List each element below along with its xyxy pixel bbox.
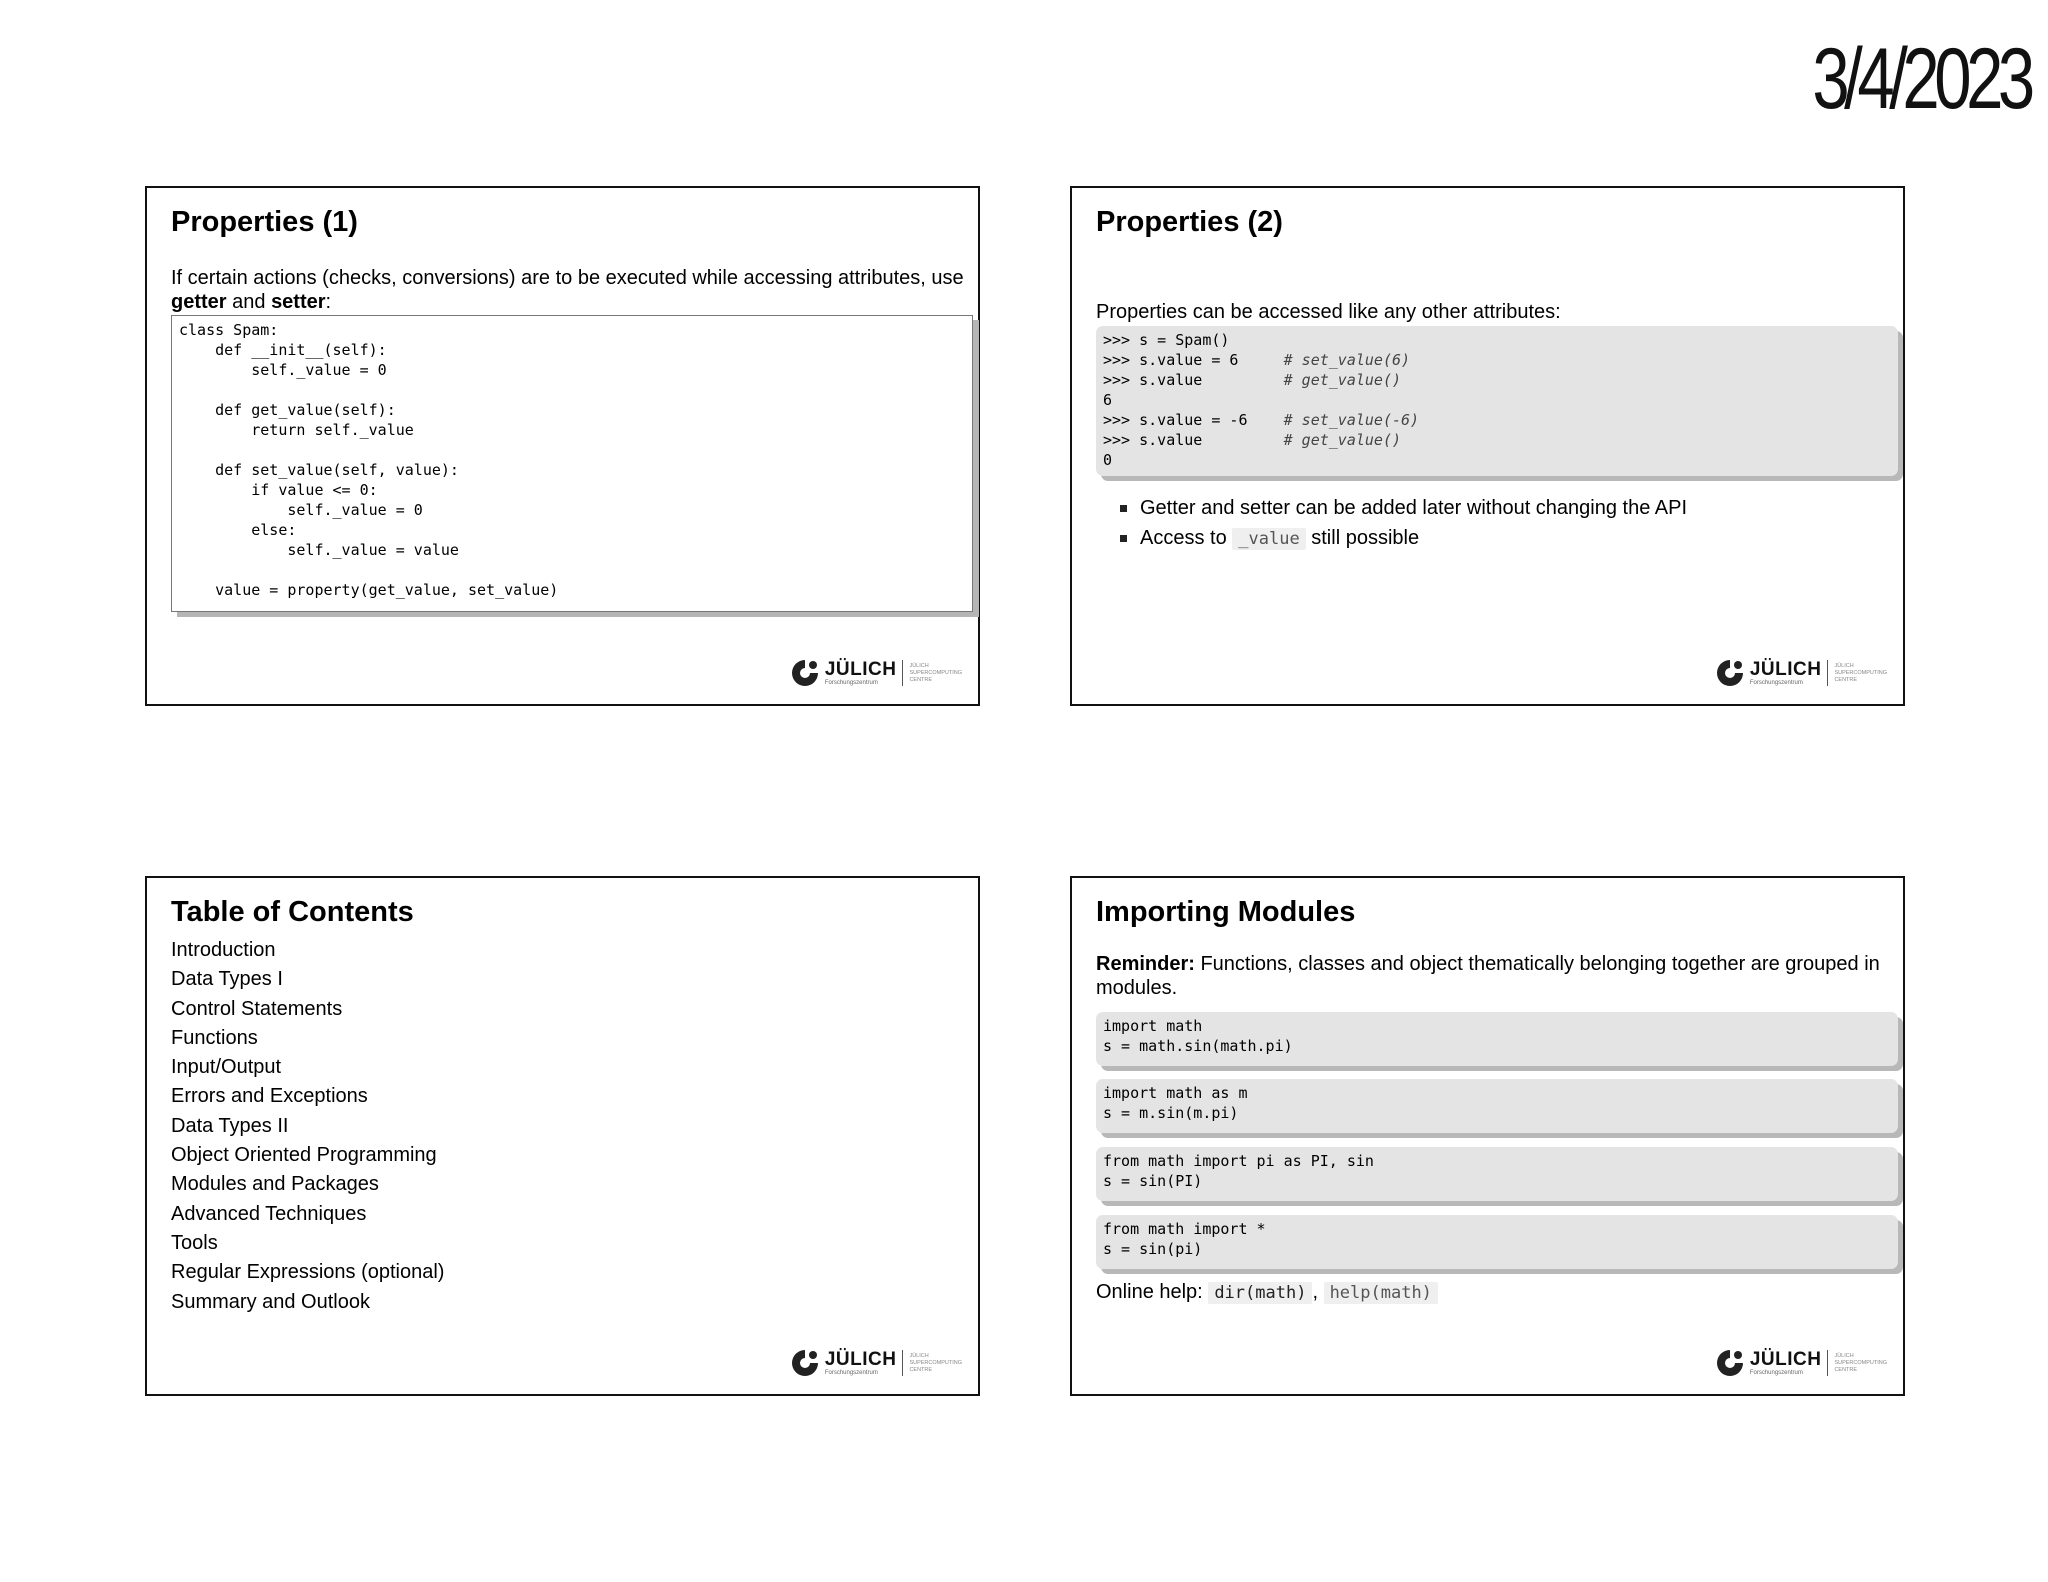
code-block	[171, 315, 973, 612]
code-line: from math import pi as PI, sin	[1103, 1152, 1374, 1170]
toc-item: Object Oriented Programming	[171, 1144, 437, 1167]
online-help	[1096, 1280, 1438, 1305]
slide-intro: Properties can be accessed like any other attributes:	[1096, 301, 1561, 323]
julich-logo	[1715, 1346, 1887, 1380]
slide-title: Properties (2)	[1096, 206, 1283, 238]
toc-item: Data Types I	[171, 968, 283, 991]
logo-org: Forschungszentrum	[1749, 679, 1803, 686]
slide-intro	[1096, 952, 1886, 1000]
code-line: return self._value	[179, 421, 414, 439]
code-line: s = math.sin(math.pi)	[1103, 1037, 1293, 1055]
toc-item: Modules and Packages	[171, 1173, 379, 1196]
code-line: import math as m	[1103, 1084, 1248, 1102]
logo-sub-3: CENTRE	[1834, 1366, 1858, 1373]
reminder-label: Reminder:	[1096, 953, 1195, 975]
code-listing	[1103, 330, 1891, 470]
code-listing	[1103, 1016, 1891, 1056]
slide-intro	[171, 266, 971, 314]
intro-getter: getter	[171, 291, 227, 313]
slide-properties-1	[145, 186, 980, 706]
logo-sub-3: CENTRE	[909, 676, 933, 683]
code-block	[1096, 1215, 1898, 1269]
code-line: >>> s.value	[1103, 371, 1284, 389]
julich-logo	[790, 1346, 962, 1380]
toc-item: Regular Expressions (optional)	[171, 1261, 445, 1284]
inline-code: _value	[1232, 528, 1305, 550]
bullet-item	[1120, 524, 1687, 554]
code-line: def set_value(self, value):	[179, 461, 459, 479]
code-listing	[1103, 1219, 1891, 1259]
slide-properties-2	[1070, 186, 1905, 706]
bullet-list	[1120, 494, 1687, 554]
logo-sub-1: JÜLICH	[909, 662, 929, 669]
code-line: >>> s.value = 6	[1103, 351, 1284, 369]
code-line: from math import *	[1103, 1220, 1266, 1238]
logo-sub-2: SUPERCOMPUTING	[1834, 669, 1887, 676]
logo-sub-1: JÜLICH	[1834, 1352, 1854, 1359]
code-listing	[1103, 1151, 1891, 1191]
code-block	[1096, 326, 1898, 476]
toc-item: Data Types II	[171, 1114, 289, 1137]
intro-and: and	[226, 291, 272, 313]
logo-name: JÜLICH	[824, 658, 897, 680]
julich-logo	[1715, 656, 1887, 690]
code-line: import math	[1103, 1017, 1203, 1035]
toc-item: Input/Output	[171, 1056, 282, 1079]
slide-title: Table of Contents	[171, 896, 414, 928]
logo-sub-3: CENTRE	[1834, 676, 1858, 683]
code-line: 6	[1103, 391, 1113, 409]
slide-title: Importing Modules	[1096, 896, 1356, 928]
code-line: 0	[1103, 451, 1113, 469]
logo-sub-2: SUPERCOMPUTING	[909, 669, 962, 676]
code-line: s = m.sin(m.pi)	[1103, 1104, 1239, 1122]
inline-code: help(math)	[1324, 1282, 1438, 1304]
code-comment: # get_value()	[1283, 371, 1402, 389]
code-comment: # get_value()	[1283, 431, 1402, 449]
inline-code: dir(math)	[1208, 1282, 1312, 1304]
code-comment: # set_value(6)	[1283, 351, 1411, 369]
toc-item: Tools	[171, 1231, 218, 1254]
code-block	[1096, 1147, 1898, 1201]
julich-logo-icon	[1715, 1348, 1745, 1378]
code-line: >>> s.value	[1103, 431, 1284, 449]
intro-setter: setter	[271, 291, 326, 313]
code-line: >>> s = Spam()	[1103, 331, 1230, 349]
julich-logo-icon	[1715, 658, 1745, 688]
code-line: self._value = 0	[179, 501, 423, 519]
intro-colon: :	[325, 291, 332, 313]
code-line: >>> s.value = -6	[1103, 411, 1284, 429]
code-line: s = sin(pi)	[1103, 1240, 1203, 1258]
toc-item: Summary and Outlook	[171, 1290, 370, 1313]
code-line: self._value = value	[179, 541, 459, 559]
logo-sub-2: SUPERCOMPUTING	[909, 1359, 962, 1366]
code-listing	[1103, 1083, 1891, 1123]
code-listing	[179, 320, 965, 600]
bullet-item: Getter and setter can be added later without changing the API	[1120, 494, 1687, 524]
code-line: else:	[179, 521, 297, 539]
help-label: Online help:	[1096, 1281, 1203, 1303]
logo-sub-2: SUPERCOMPUTING	[1834, 1359, 1887, 1366]
code-line: if value <= 0:	[179, 481, 378, 499]
code-block	[1096, 1012, 1898, 1066]
toc-item: Errors and Exceptions	[171, 1085, 368, 1108]
reminder-text: Functions, classes and object thematically belonging together are grouped in modules.	[1096, 953, 1880, 999]
logo-name: JÜLICH	[1749, 658, 1822, 680]
code-line: class Spam:	[179, 321, 279, 339]
julich-logo-icon	[790, 658, 820, 688]
logo-name: JÜLICH	[1749, 1348, 1822, 1370]
slide-table-of-contents	[145, 876, 980, 1396]
logo-org: Forschungszentrum	[824, 679, 878, 686]
code-comment: # set_value(-6)	[1283, 411, 1420, 429]
logo-sub-3: CENTRE	[909, 1366, 933, 1373]
code-block	[1096, 1079, 1898, 1133]
toc-list	[171, 936, 444, 1317]
intro-text: If certain actions (checks, conversions) are to be executed while accessing attributes, use	[171, 267, 964, 289]
date-stamp: 3/4/2023	[1812, 31, 2030, 127]
code-line: s = sin(PI)	[1103, 1172, 1203, 1190]
code-line: value = property(get_value, set_value)	[179, 581, 559, 599]
slide-importing-modules	[1070, 876, 1905, 1396]
help-separator: ,	[1312, 1281, 1318, 1303]
logo-org: Forschungszentrum	[824, 1369, 878, 1376]
logo-org: Forschungszentrum	[1749, 1369, 1803, 1376]
julich-logo	[790, 656, 962, 690]
bullet-text: Access to	[1140, 527, 1227, 549]
toc-item: Control Statements	[171, 997, 343, 1020]
bullet-text: still possible	[1311, 527, 1420, 549]
toc-item: Introduction	[171, 939, 276, 961]
toc-item: Functions	[171, 1026, 258, 1049]
toc-item: Advanced Techniques	[171, 1202, 367, 1225]
logo-sub-1: JÜLICH	[1834, 662, 1854, 669]
code-line: self._value = 0	[179, 361, 387, 379]
logo-name: JÜLICH	[824, 1348, 897, 1370]
code-line: def __init__(self):	[179, 341, 387, 359]
code-line: def get_value(self):	[179, 401, 396, 419]
logo-sub-1: JÜLICH	[909, 1352, 929, 1359]
slide-title: Properties (1)	[171, 206, 358, 238]
julich-logo-icon	[790, 1348, 820, 1378]
